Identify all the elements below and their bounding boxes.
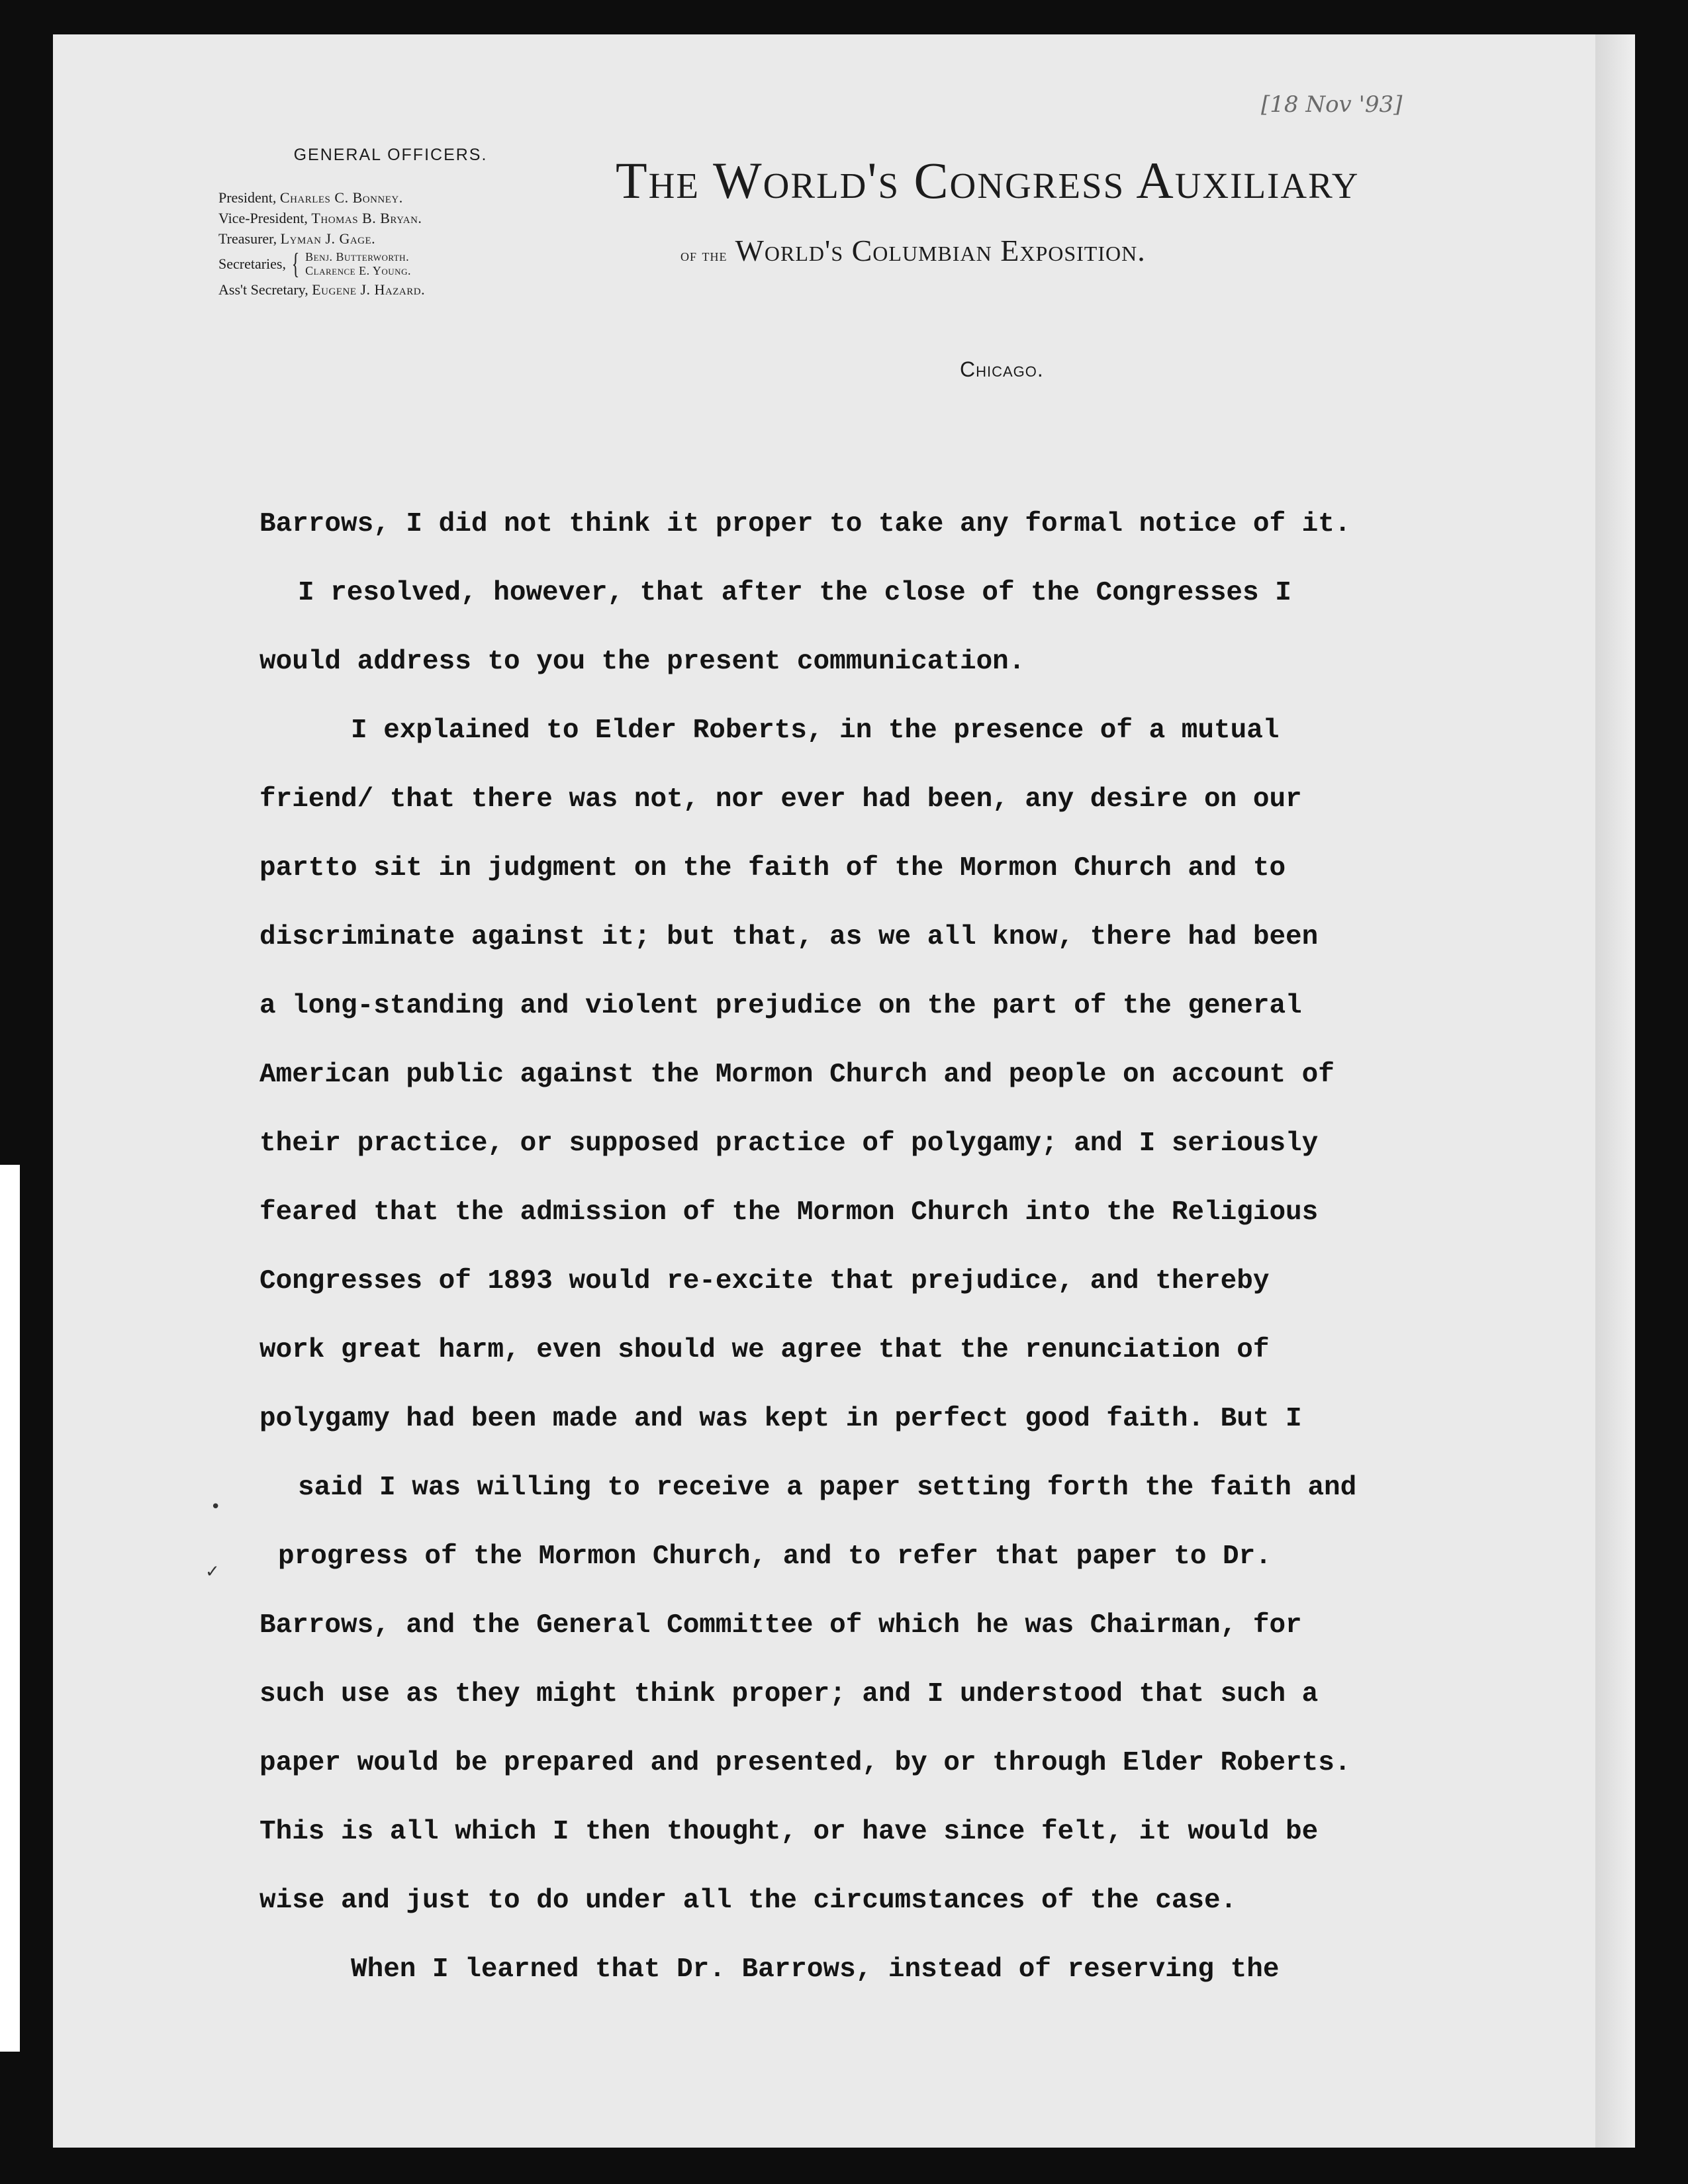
general-officers-block [218, 146, 563, 300]
letter-line: Barrows, and the General Committee of which he was Chairman, for [259, 1610, 1302, 1641]
archival-date-note: [18 Nov '93] [1261, 91, 1403, 118]
letter-line: progress of the Mormon Church, and to refer that paper to Dr. [278, 1541, 1272, 1572]
letter-line: work great harm, even should we agree that the renunciation of [259, 1335, 1270, 1365]
margin-tick-mark: ✓ [205, 1562, 220, 1582]
letter-line: This is all which I then thought, or have since felt, it would be [259, 1817, 1319, 1847]
sheet-edge-shadow [1595, 34, 1635, 2148]
letterhead-city: Chicago. [960, 357, 1044, 381]
letter-line: Barrows, I did not think it proper to take any formal notice of it. [259, 509, 1351, 539]
letter-line: When I learned that Dr. Barrows, instead of reserving the [351, 1954, 1280, 1985]
letterhead-title: The World's Congress Auxiliary [616, 152, 1360, 209]
letter-line: paper would be prepared and presented, by or through Elder Roberts. [259, 1748, 1351, 1778]
officer-role: Vice-President, [218, 210, 308, 226]
officer-name: Charles C. Bonney. [279, 189, 403, 206]
letter-line: their practice, or supposed practice of polygamy; and I seriously [259, 1128, 1319, 1159]
officer-assistant-secretary [218, 279, 563, 300]
secretary-name: Clarence E. Young. [305, 264, 411, 277]
officer-secretaries [218, 249, 563, 279]
officer-vice-president [218, 208, 563, 228]
officer-name: Eugene J. Hazard. [312, 281, 426, 298]
scan-border-right [1635, 0, 1688, 2184]
secretary-name: Benj. Butterworth. [305, 250, 410, 263]
officer-name: Lyman J. Gage. [280, 230, 376, 247]
letterhead-subtitle [680, 233, 1146, 268]
officers-heading: GENERAL OFFICERS. [293, 146, 488, 164]
letter-line: American public against the Mormon Church and people on account of [259, 1060, 1335, 1090]
letter-line: friend/ that there was not, nor ever had been, any desire on our [259, 784, 1302, 815]
officer-president [218, 187, 563, 208]
brace-glyph: { [291, 248, 300, 280]
letterhead-of-the: of the [680, 246, 727, 265]
letter-line: said I was willing to receive a paper setting forth the faith and [298, 1473, 1357, 1503]
secretaries-names [305, 250, 411, 278]
letter-line: wise and just to do under all the circumstances of the case. [259, 1886, 1237, 1916]
officer-treasurer [218, 228, 563, 249]
scan-border-bottom [0, 2148, 1688, 2184]
letter-line: feared that the admission of the Mormon Church into the Religious [259, 1197, 1319, 1228]
scan-border-fragment [0, 2052, 20, 2148]
letter-line: such use as they might think proper; and I understood that such a [259, 1679, 1319, 1709]
letter-line: I explained to Elder Roberts, in the presence of a mutual [351, 715, 1280, 746]
officer-role: President, [218, 189, 277, 206]
officer-role: Treasurer, [218, 230, 277, 247]
scan-border-top [0, 0, 1688, 34]
letterhead-exposition: World's Columbian Exposition. [735, 234, 1146, 267]
letter-line: polygamy had been made and was kept in perfect good faith. But I [259, 1404, 1302, 1434]
letter-line: partto sit in judgment on the faith of the Mormon Church and to [259, 853, 1286, 884]
officer-role: Ass't Secretary, [218, 281, 308, 298]
letter-line: I resolved, however, that after the close of the Congresses I [298, 578, 1291, 608]
secretaries-label: Secretaries, [218, 255, 286, 272]
letter-line: a long-standing and violent prejudice on the part of the general [259, 991, 1302, 1021]
letter-line: would address to you the present communication. [259, 647, 1025, 677]
margin-dot-mark: • [211, 1497, 221, 1517]
officer-name: Thomas B. Bryan. [311, 210, 422, 226]
scan-border-gap [0, 1165, 20, 2052]
letter-line: Congresses of 1893 would re-excite that prejudice, and thereby [259, 1266, 1270, 1297]
letter-line: discriminate against it; but that, as we all know, there had been [259, 922, 1319, 952]
